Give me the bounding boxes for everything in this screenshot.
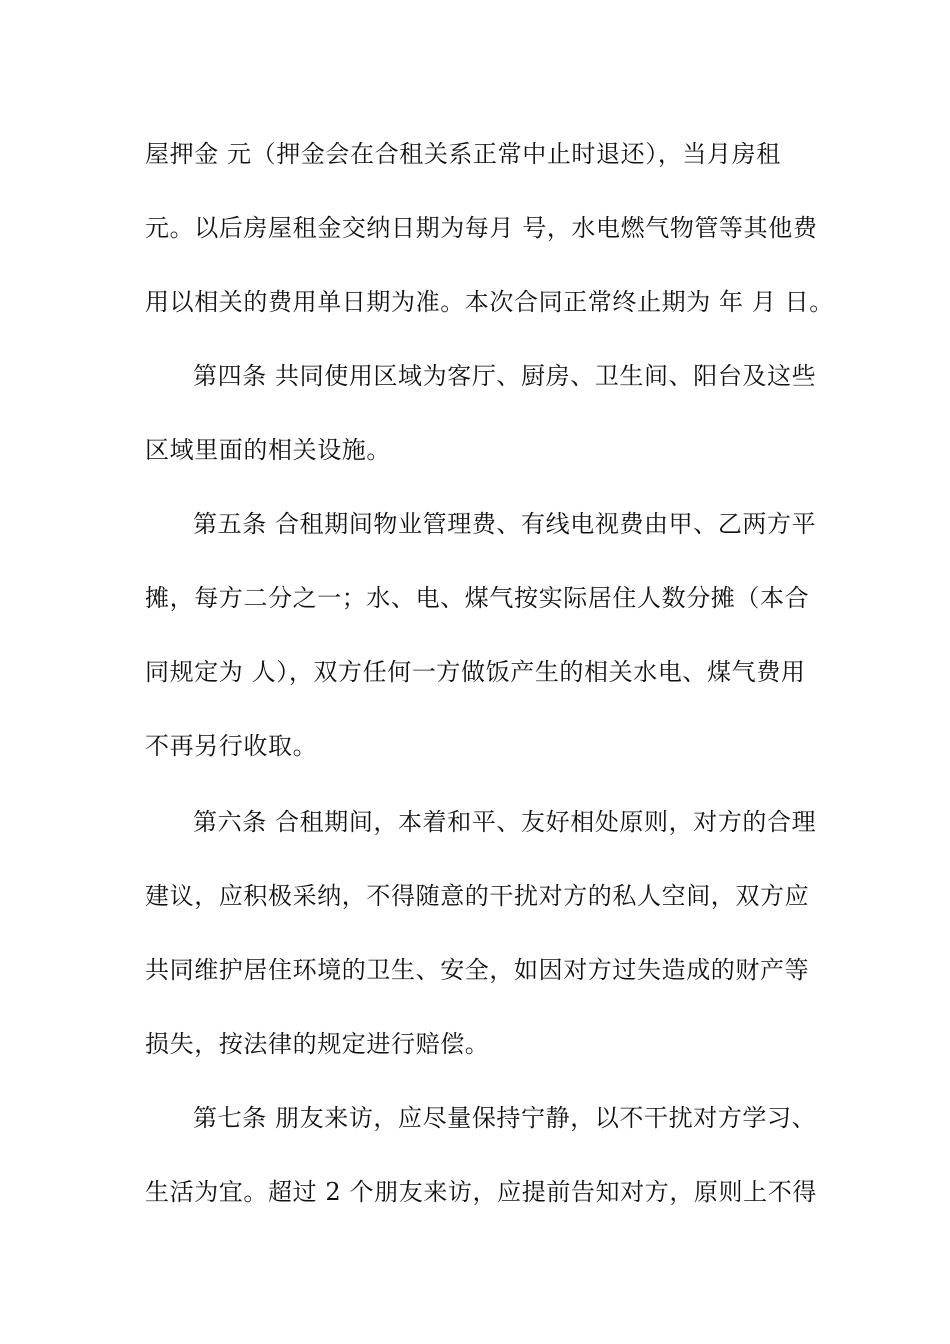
article-7-line-2: 生活为宜。超过 2 个朋友来访，应提前告知对方，原则上不得: [145, 1178, 817, 1206]
article-6-line-2: 建议，应积极采纳，不得随意的干扰对方的私人空间，双方应: [145, 882, 810, 910]
article-5-line-1: 第五条 合租期间物业管理费、有线电视费由甲、乙两方平: [193, 510, 817, 538]
text-line-3: 用以相关的费用单日期为准。本次合同正常终止期为 年 月 日。: [145, 288, 834, 316]
article-5-line-2: 摊，每方二分之一；水、电、煤气按实际居住人数分摊（本合: [145, 584, 810, 612]
article-6-line-4: 损失，按法律的规定进行赔偿。: [145, 1030, 490, 1058]
text-line-1: 屋押金 元（押金会在合租关系正常中止时退还），当月房租: [145, 140, 781, 168]
article-7-line-1: 第七条 朋友来访，应尽量保持宁静，以不干扰对方学习、: [193, 1104, 817, 1132]
article-6-line-1: 第六条 合租期间，本着和平、友好相处原则，对方的合理: [193, 808, 817, 836]
article-5-line-3: 同规定为 人），双方任何一方做饭产生的相关水电、煤气费用: [145, 658, 806, 686]
article-5-line-4: 不再另行收取。: [145, 732, 318, 760]
article-4-line-1: 第四条 共同使用区域为客厅、厨房、卫生间、阳台及这些: [193, 362, 817, 390]
article-6-line-3: 共同维护居住环境的卫生、安全，如因对方过失造成的财产等: [145, 956, 810, 984]
text-line-2: 元。以后房屋租金交纳日期为每月 号，水电燃气物管等其他费: [145, 214, 818, 242]
article-4-line-2: 区域里面的相关设施。: [145, 436, 391, 464]
